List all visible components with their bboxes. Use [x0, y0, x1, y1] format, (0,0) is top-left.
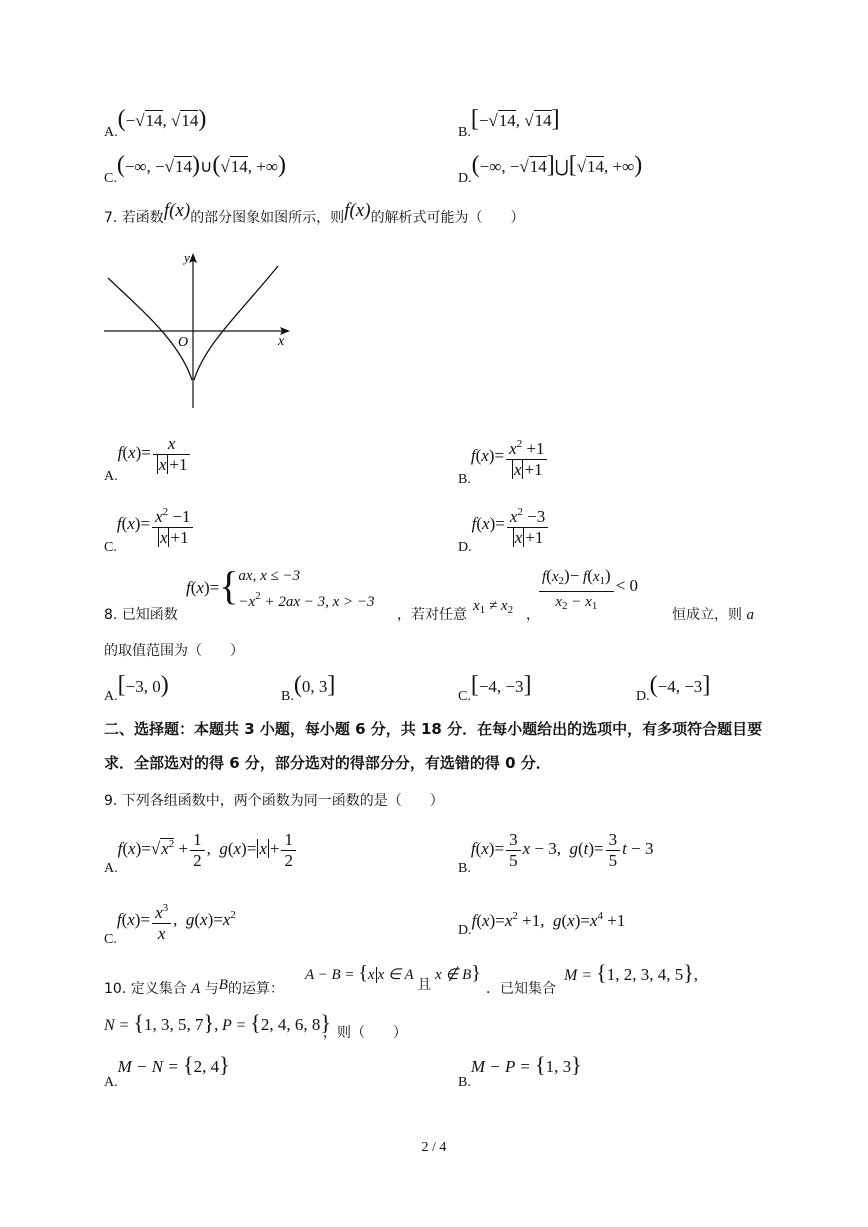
q8-text-c: ， [526, 607, 540, 623]
option-label: D. [458, 923, 472, 938]
q9-stem: 9. 下列各组函数中，两个函数为同一函数的是（ ） [104, 793, 444, 809]
q8-option-d-expr: (−4, −3] [649, 672, 711, 698]
y-axis-label: y [184, 250, 190, 265]
q7-option-a-expr: f(x)= $\frac{x}{x +1}$ [118, 443, 193, 462]
option-label: D. [458, 171, 472, 186]
q8-condition: $x_1 \ne x_2$ [473, 598, 514, 616]
q8-number-text [104, 604, 178, 624]
q10-option-a-expr: M − N = {2, 4} [117, 1052, 230, 1077]
q7-option-c [104, 502, 195, 555]
q8-option-b-expr: (0, 3] [293, 672, 336, 698]
q10-line1 [104, 978, 284, 998]
q10-set-b: B [218, 977, 228, 993]
q8-text-a: 已知函数 [121, 607, 178, 623]
q8-option-c [458, 672, 532, 704]
q8-line2: 的取值范围为（ ） [104, 643, 244, 659]
q8-inequality: $\frac{f(x_2)- f(x_1)}{x_2 - x_1}$ < 0 [537, 566, 638, 616]
q6-option-d [458, 152, 643, 186]
option-label: B. [458, 1075, 471, 1090]
q8-text-d-label: 恒成立，则 [672, 607, 742, 623]
q9-option-d-expr: $f(x)=x^2 +1$, $g(x)=x^4 +1$ [471, 910, 626, 930]
q7-text-b: 的部分图象如图所示，则 [190, 210, 345, 226]
q10-text-d: ．已知集合 [486, 981, 556, 997]
q8-piecewise: f(x)={ ax, x ≤ −3 $-x^2 + 2ax - 3$, x > −3 [186, 563, 375, 610]
q6-option-c-expr: (−∞, −√14)∪(√14, +∞) [116, 152, 286, 178]
q8-option-b [281, 672, 336, 704]
q9-option-a-expr: $f(x)=√x^2$ + $\frac{1}{2}$ , g(x)= x + $\frac{1}{2}$ [118, 839, 298, 858]
section2-line1: 二、选择题：本题共 3 小题，每小题 6 分，共 18 分．在每小题给出的选项中，有多项符合题目要 [104, 720, 763, 738]
q9-option-b-expr: f(x)= $\frac{3}{5}$ x − 3, g(t)= $\frac{3}{5}$ t − 3 [470, 830, 654, 870]
q7-fx-1: f(x) [163, 200, 191, 221]
q6-option-a-expr: (−√14, √14) [117, 106, 207, 132]
q6-option-d-expr: (−∞, −√14]⋃[√14, +∞) [471, 152, 643, 178]
option-label: A. [104, 861, 118, 877]
q10-option-b [458, 1052, 582, 1090]
q9-option-c [104, 898, 236, 947]
q7-stem [104, 200, 525, 228]
q10-set-p: P = {2, 4, 6, 8} [222, 1010, 331, 1035]
q7-option-b-expr: f(x)= $\frac{x^2 +1}{x +1}$ [471, 446, 550, 465]
option-label: B. [281, 689, 294, 704]
option-label: A. [104, 469, 118, 485]
option-label: C. [104, 931, 117, 947]
q9-option-c-expr: f(x)= $\frac{x^3}{x}$ , $g(x)=x^2$ [117, 910, 236, 929]
q8-number: 8. [104, 607, 118, 623]
option-label: B. [458, 861, 471, 877]
q7-fx-2: f(x) [344, 200, 371, 221]
q7-option-d [458, 502, 550, 555]
q8-option-a-expr: [−3, 0) [117, 672, 169, 698]
q8-option-d [636, 672, 711, 704]
q7-option-c-expr: f(x)= $\frac{x^2 -1}{x +1}$ [117, 514, 196, 533]
q7-option-a [104, 434, 192, 485]
option-label: C. [104, 539, 117, 555]
q6-option-a [104, 106, 207, 140]
q10-text-c: 的运算： [227, 981, 284, 997]
option-label: A. [104, 689, 118, 704]
q10-set-n: N = {1, 3, 5, 7}, [104, 1010, 219, 1035]
section2-line2: 求．全部选对的得 6 分，部分选对的得部分分，有选错的得 0 分． [104, 754, 551, 772]
option-label: D. [636, 689, 650, 704]
curve-left [108, 278, 192, 380]
q7-option-b [458, 434, 549, 487]
q6-option-c [104, 152, 286, 186]
q7-text-a: 若函数 [121, 210, 164, 226]
q10-option-a [104, 1052, 230, 1090]
option-label: C. [458, 689, 471, 704]
page-number: 2 / 4 [421, 1140, 447, 1155]
option-label: D. [458, 539, 472, 555]
x-axis-label: x [278, 334, 285, 349]
option-label: A. [104, 1075, 118, 1090]
q10-text-b: 与 [204, 981, 219, 997]
option-label: A. [104, 125, 118, 140]
q10-set-m: M = {1, 2, 3, 4, 5}, [564, 960, 698, 985]
q8-text-d [672, 604, 754, 624]
q10-text-a: 10. 定义集合 [104, 981, 187, 997]
q8-text-b: ，若对任意 [397, 607, 467, 623]
q7-number: 7. [104, 210, 118, 226]
q10-text-e: ，则（ ） [323, 1025, 407, 1041]
q9-option-d [458, 910, 626, 938]
q10-set-a: A [191, 981, 201, 997]
option-label: B. [458, 471, 471, 487]
q7-text-c: 的解析式可能为（ ） [370, 210, 525, 226]
curve-right [194, 266, 278, 380]
q10-definition: A − B = {x x ∈ A 且 x ∉ B} [305, 962, 481, 993]
q6-option-b-expr: [−√14, √14] [470, 106, 560, 132]
q8-option-a [104, 672, 169, 704]
option-label: C. [104, 171, 117, 186]
q10-option-b-expr: M − P = {1, 3} [470, 1052, 582, 1077]
option-label: B. [458, 125, 471, 140]
q8-var-a: a [746, 607, 754, 623]
q8-option-c-expr: [−4, −3] [470, 672, 532, 698]
q7-graph [100, 248, 300, 413]
q9-option-a [104, 830, 298, 877]
q9-option-b [458, 830, 654, 877]
origin-label: O [178, 335, 189, 350]
q7-option-d-expr: f(x)= $\frac{x^2 -3}{x +1}$ [472, 514, 551, 533]
q6-option-b [458, 106, 560, 140]
